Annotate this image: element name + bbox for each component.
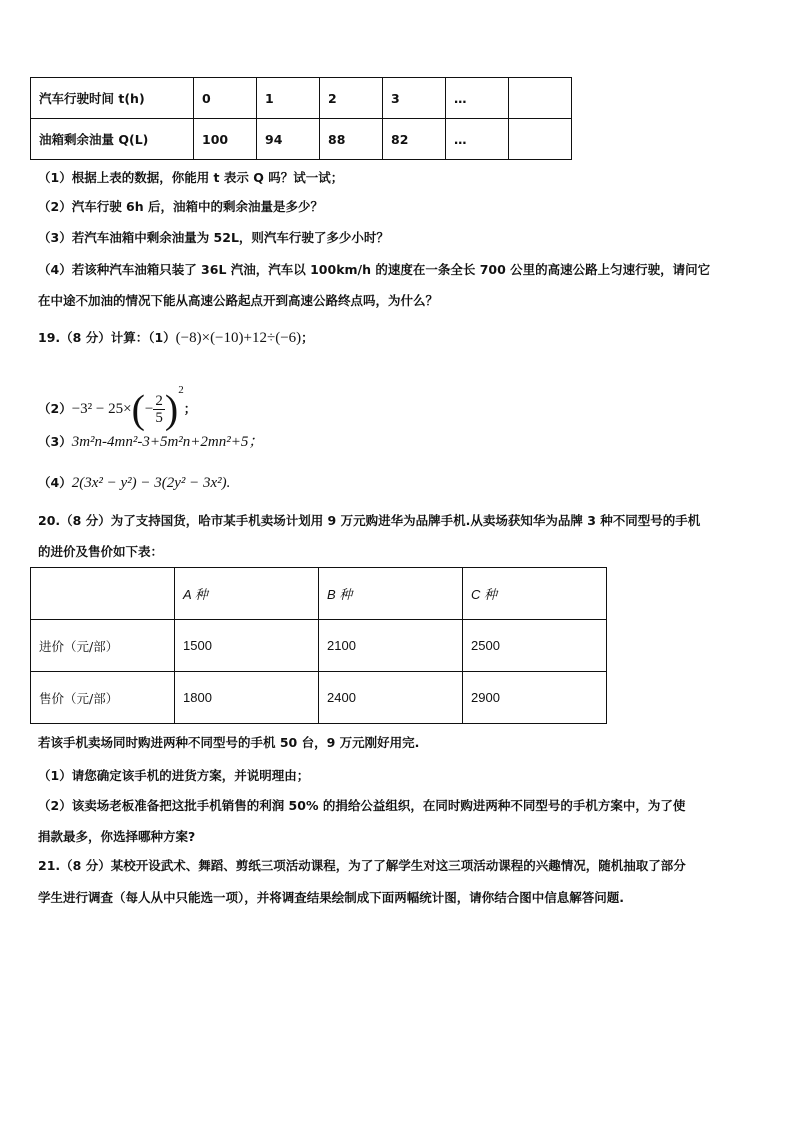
table-row (31, 568, 607, 620)
q21-line2: 学生进行调查（每人从中只能选一项），并将调查结果绘制成下面两幅统计图，请你结合图中信息解答问题. (38, 890, 625, 905)
q19-line2 (38, 368, 197, 432)
row-label-time: 汽车行驶时间 t(h) (31, 78, 194, 119)
q19-expr2-end: ； (183, 401, 197, 416)
q19-part2-label: （2） (38, 401, 72, 416)
phone-price-table (30, 567, 607, 724)
q20-part1: （1）请您确定该手机的进货方案，并说明理由； (38, 768, 310, 783)
q19-line3 (38, 433, 263, 451)
q19-expr2a: −3² − 25× (71, 401, 132, 417)
q20-part2-line2: 捐款最多，你选择哪种方案? (38, 829, 196, 844)
q19-heading: 19.（8 分）计算：（1） (38, 330, 176, 345)
q20-part2-line1: （2）该卖场老板准备把这批手机销售的利润 50% 的捐给公益组织，在同时购进两种不同型号的手机方案中，为了使 (38, 798, 686, 813)
fraction-denominator: 5 (155, 410, 163, 426)
table-cell (31, 568, 175, 620)
q18-part4-line2: 在中途不加油的情况下能从高速公路起点开到高速公路终点吗，为什么？ (38, 293, 439, 308)
q19-expr4: 2(3x² − y²) − 3(2y² − 3x²). (71, 475, 231, 491)
q19-line1 (38, 329, 314, 347)
table-cell: 0 (194, 78, 257, 119)
minus-sign-icon: − (144, 401, 154, 417)
q19-expr1: (−8)×(−10)+12÷(−6) (175, 330, 302, 346)
paren-right-icon: ) (164, 386, 179, 432)
q18-part4-line1: （4）若该种汽车油箱只装了 36L 汽油，汽车以 100km/h 的速度在一条全长 700 公里的高速公路上匀速行驶，请问它 (38, 262, 711, 277)
column-header-b: B 种 (319, 568, 463, 620)
q19-expr3: 3m²n-4mn²-3+5m²n+2mn²+5； (71, 434, 264, 450)
fuel-table (30, 77, 572, 160)
table-cell: 2 (320, 78, 383, 119)
q20-intro-line2: 的进价及售价如下表： (38, 544, 164, 559)
table-cell: 82 (383, 119, 446, 160)
q18-part2: （2）汽车行驶 6h 后，油箱中的剩余油量是多少？ (38, 199, 323, 214)
q21-line1: 21.（8 分）某校开设武术、舞蹈、剪纸三项活动课程，为了了解学生对这三项活动课程的兴趣情况，随机抽取了部分 (38, 858, 686, 873)
table-cell: 2400 (319, 672, 463, 724)
table-cell: 2500 (463, 620, 607, 672)
table-row (31, 620, 607, 672)
table-cell: … (446, 119, 509, 160)
row-label-fuel: 油箱剩余油量 Q(L) (31, 119, 194, 160)
fraction (153, 393, 165, 426)
column-header-c: C 种 (463, 568, 607, 620)
row-label-price: 售价（元/部） (31, 672, 175, 724)
q20-intro-line1: 20.（8 分）为了支持国货，哈市某手机卖场计划用 9 万元购进华为品牌手机.从卖场获知华为品牌 3 种不同型号的手机 (38, 513, 701, 528)
table-row (31, 119, 572, 160)
column-header-a: A 种 (175, 568, 319, 620)
table-row (31, 672, 607, 724)
table-cell: 1 (257, 78, 320, 119)
table-cell: 2100 (319, 620, 463, 672)
q19-part3-label: （3） (38, 434, 72, 449)
table-cell (509, 78, 572, 119)
q18-part3: （3）若汽车油箱中剩余油量为 52L，则汽车行驶了多少小时？ (38, 230, 389, 245)
q19-expr1-end: ； (301, 330, 314, 345)
table-cell (509, 119, 572, 160)
q19-line4 (38, 474, 230, 492)
table-cell: 94 (257, 119, 320, 160)
table-cell: 2900 (463, 672, 607, 724)
table-cell: … (446, 78, 509, 119)
fraction-numerator: 2 (155, 393, 163, 409)
table-row (31, 78, 572, 119)
table-cell: 1800 (175, 672, 319, 724)
q20-condition: 若该手机卖场同时购进两种不同型号的手机 50 台，9 万元刚好用完. (38, 735, 420, 750)
table-cell: 1500 (175, 620, 319, 672)
table-cell: 88 (320, 119, 383, 160)
row-label-cost: 进价（元/部） (31, 620, 175, 672)
q18-part1: （1）根据上表的数据，你能用 t 表示 Q 吗？试一试； (38, 170, 344, 185)
paren-left-icon: ( (131, 386, 145, 432)
q19-part4-label: （4） (38, 475, 72, 490)
table-cell: 3 (383, 78, 446, 119)
table-cell: 100 (194, 119, 257, 160)
q19-exponent: 2 (178, 384, 184, 396)
